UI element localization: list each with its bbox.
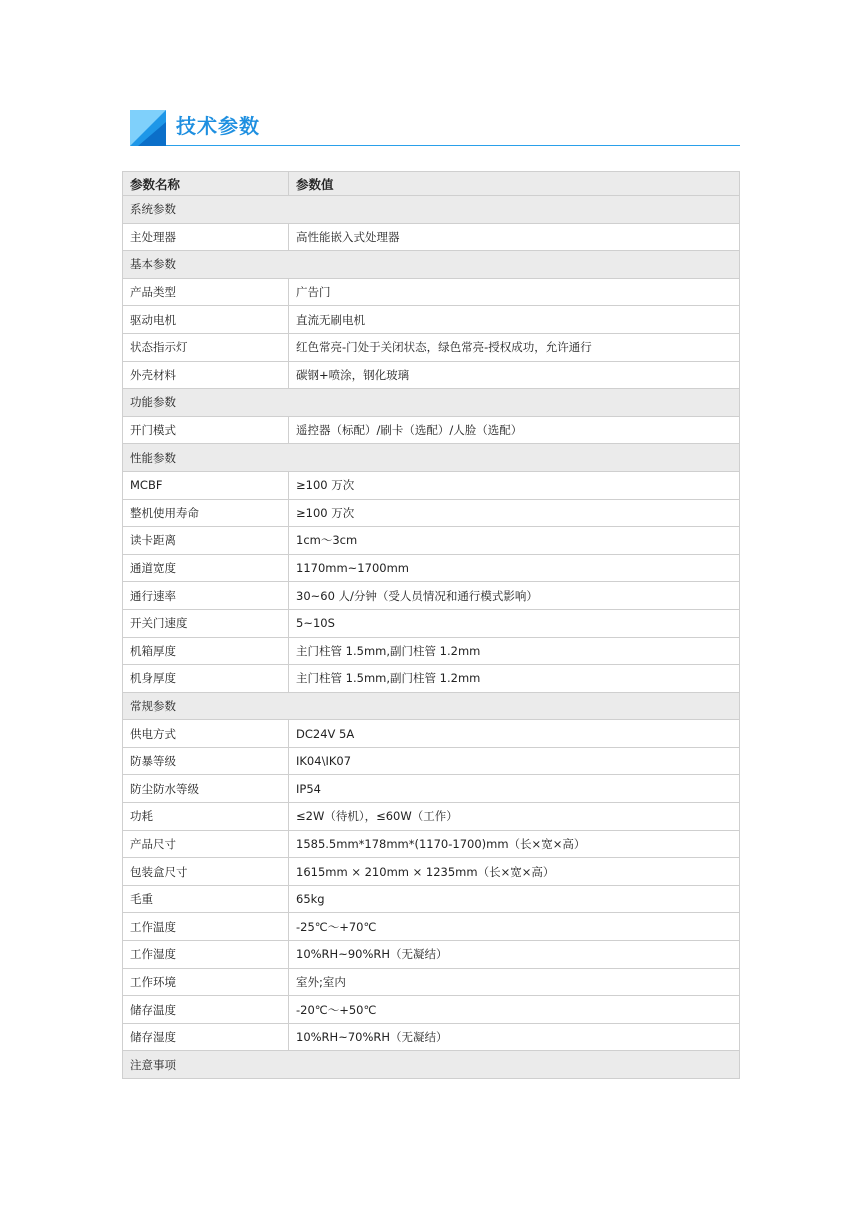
- param-value: DC24V 5A: [289, 720, 740, 748]
- table-row: [123, 996, 740, 1024]
- param-name: 产品类型: [123, 278, 289, 306]
- section-title: 注意事项: [123, 1051, 740, 1079]
- table-row: [123, 665, 740, 693]
- param-value: -20℃～+50℃: [289, 996, 740, 1024]
- param-name: 整机使用寿命: [123, 499, 289, 527]
- section-row: [123, 1051, 740, 1079]
- table-row: [123, 941, 740, 969]
- param-name: 状态指示灯: [123, 333, 289, 361]
- section-title: 基本参数: [123, 251, 740, 279]
- param-value: 直流无刷电机: [289, 306, 740, 334]
- table-row: [123, 527, 740, 555]
- param-value: ≥100 万次: [289, 471, 740, 499]
- param-name: 工作环境: [123, 968, 289, 996]
- column-header-value: 参数值: [289, 172, 740, 196]
- section-header: [130, 108, 740, 146]
- param-name: 毛重: [123, 885, 289, 913]
- param-value: 1170mm~1700mm: [289, 554, 740, 582]
- section-row: [123, 251, 740, 279]
- table-row: [123, 609, 740, 637]
- param-name: 主处理器: [123, 223, 289, 251]
- table-header-row: [123, 172, 740, 196]
- section-row: [123, 389, 740, 417]
- param-value: 30~60 人/分钟（受人员情况和通行模式影响）: [289, 582, 740, 610]
- param-value: 5~10S: [289, 609, 740, 637]
- table-row: [123, 306, 740, 334]
- param-name: 开门模式: [123, 416, 289, 444]
- param-value: 碳钢+喷涂，钢化玻璃: [289, 361, 740, 389]
- param-name: 工作湿度: [123, 941, 289, 969]
- table-row: [123, 720, 740, 748]
- param-name: 产品尺寸: [123, 830, 289, 858]
- table-body: [123, 196, 740, 1079]
- param-name: 通道宽度: [123, 554, 289, 582]
- param-value: 1585.5mm*178mm*(1170-1700)mm（长×宽×高）: [289, 830, 740, 858]
- header-logo-icon: [130, 110, 166, 146]
- param-value: ≥100 万次: [289, 499, 740, 527]
- param-name: 机身厚度: [123, 665, 289, 693]
- param-name: MCBF: [123, 471, 289, 499]
- section-title: 系统参数: [123, 196, 740, 224]
- table-row: [123, 554, 740, 582]
- param-value: 65kg: [289, 885, 740, 913]
- param-name: 供电方式: [123, 720, 289, 748]
- section-row: [123, 692, 740, 720]
- param-value: 1cm～3cm: [289, 527, 740, 555]
- param-name: 外壳材料: [123, 361, 289, 389]
- section-row: [123, 444, 740, 472]
- table-row: [123, 637, 740, 665]
- parameters-table: [122, 171, 740, 1079]
- param-name: 包装盒尺寸: [123, 858, 289, 886]
- table-row: [123, 913, 740, 941]
- page-title: 技术参数: [176, 114, 260, 138]
- param-name: 驱动电机: [123, 306, 289, 334]
- param-name: 机箱厚度: [123, 637, 289, 665]
- param-value: IK04\IK07: [289, 747, 740, 775]
- param-name: 功耗: [123, 803, 289, 831]
- column-header-name: 参数名称: [123, 172, 289, 196]
- param-value: 红色常亮-门处于关闭状态，绿色常亮-授权成功，允许通行: [289, 333, 740, 361]
- param-value: 广告门: [289, 278, 740, 306]
- param-value: 主门柱管 1.5mm,副门柱管 1.2mm: [289, 637, 740, 665]
- table-row: [123, 471, 740, 499]
- param-name: 开关门速度: [123, 609, 289, 637]
- header-underline: [166, 145, 740, 146]
- table-row: [123, 416, 740, 444]
- param-value: 遥控器（标配）/刷卡（选配）/人脸（选配）: [289, 416, 740, 444]
- section-title: 性能参数: [123, 444, 740, 472]
- param-value: 主门柱管 1.5mm,副门柱管 1.2mm: [289, 665, 740, 693]
- table-row: [123, 333, 740, 361]
- section-title: 常规参数: [123, 692, 740, 720]
- param-name: 储存温度: [123, 996, 289, 1024]
- table-row: [123, 803, 740, 831]
- param-name: 通行速率: [123, 582, 289, 610]
- table-row: [123, 747, 740, 775]
- param-value: 10%RH~70%RH（无凝结）: [289, 1023, 740, 1051]
- table-row: [123, 582, 740, 610]
- param-name: 防尘防水等级: [123, 775, 289, 803]
- table-row: [123, 775, 740, 803]
- table-row: [123, 1023, 740, 1051]
- param-value: 室外;室内: [289, 968, 740, 996]
- table-row: [123, 223, 740, 251]
- table-row: [123, 499, 740, 527]
- section-title: 功能参数: [123, 389, 740, 417]
- table-row: [123, 278, 740, 306]
- table-row: [123, 858, 740, 886]
- param-name: 工作温度: [123, 913, 289, 941]
- table-row: [123, 830, 740, 858]
- param-name: 储存湿度: [123, 1023, 289, 1051]
- param-name: 防暴等级: [123, 747, 289, 775]
- table-row: [123, 361, 740, 389]
- section-row: [123, 196, 740, 224]
- param-value: 10%RH~90%RH（无凝结）: [289, 941, 740, 969]
- table-row: [123, 968, 740, 996]
- table-row: [123, 885, 740, 913]
- param-value: IP54: [289, 775, 740, 803]
- param-value: ≤2W（待机），≤60W（工作）: [289, 803, 740, 831]
- param-name: 读卡距离: [123, 527, 289, 555]
- param-value: 1615mm × 210mm × 1235mm（长×宽×高）: [289, 858, 740, 886]
- param-value: -25℃～+70℃: [289, 913, 740, 941]
- param-value: 高性能嵌入式处理器: [289, 223, 740, 251]
